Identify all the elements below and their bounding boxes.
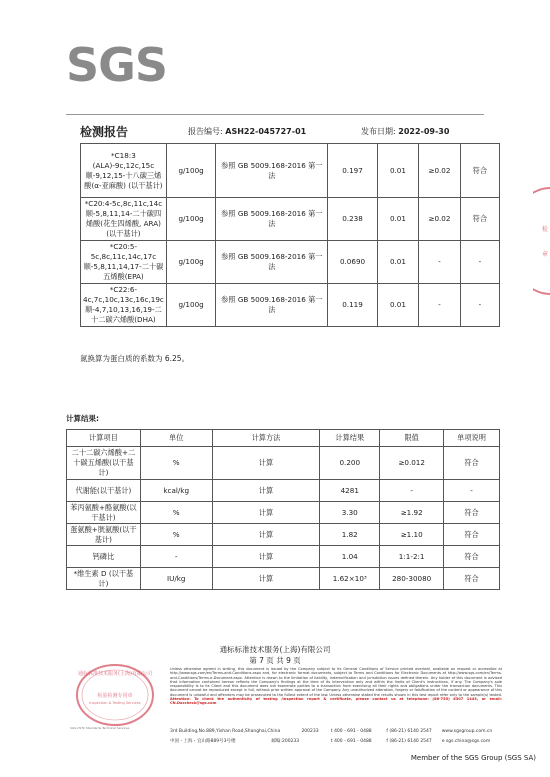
calc-method: 计算 [212, 447, 320, 480]
calc-row [67, 524, 500, 546]
calc-row [67, 568, 500, 590]
sgs-logo: SGS [66, 38, 168, 92]
calc-header-cell: 单位 [140, 430, 212, 447]
result-limit: - [419, 284, 461, 327]
member-statement: Member of the SGS Group (SGS SA) [410, 754, 536, 762]
result-method: 参照 GB 5009.168-2016 第一法 [216, 198, 328, 241]
svg-text:SGS-CSTC Standards Technical S: SGS-CSTC Standards Technical Services [70, 726, 130, 730]
calc-item: 苯丙氨酸+酪氨酸(以干基计) [67, 502, 141, 524]
zip-en: 200233 [301, 729, 319, 734]
email: e sgs.china@sgs.com [441, 739, 491, 744]
calc-verdict: 符合 [444, 546, 500, 568]
address-en: 3rd Building,No.889,Yishan Road,Shanghai,China [170, 729, 281, 734]
fax-en: f (86-21) 6140 2547 [386, 729, 432, 734]
result-unit: g/100g [166, 241, 215, 284]
calc-method: 计算 [212, 524, 320, 546]
result-value: 0.0690 [328, 241, 377, 284]
seal-stamp [66, 661, 164, 733]
calc-header-cell: 计算项目 [67, 430, 141, 447]
calc-item: 代谢能(以干基计) [67, 480, 141, 502]
calc-result: 0.200 [320, 447, 380, 480]
report-title: 检测报告 [80, 125, 129, 139]
calc-item: 蛋氨酸+胱氨酸(以干基计) [67, 524, 141, 546]
calc-row [67, 447, 500, 480]
result-limit: - [419, 241, 461, 284]
result-row [81, 198, 500, 241]
calc-unit: - [140, 546, 212, 568]
issue-date [361, 126, 449, 137]
svg-text:检验检测专用章: 检验检测专用章 [97, 693, 133, 699]
calc-result: 1.62×10³ [320, 568, 380, 590]
calc-unit: kcal/kg [140, 480, 212, 502]
address-cn-line [170, 738, 502, 744]
authenticity-notice: Attention: To check the authenticity of testing /inspection report & certificate, please contact us at telephone: (86-755) 8307 1443, or email: CN.Doccheck@sgs.com [170, 697, 502, 706]
report-number-label: 报告编号: [188, 127, 223, 136]
calc-table [66, 429, 500, 590]
calc-header-cell: 限值 [380, 430, 444, 447]
calc-row [67, 480, 500, 502]
result-row [81, 284, 500, 327]
side-seal-stamp [533, 186, 550, 296]
result-mdl: 0.01 [377, 241, 418, 284]
calc-method: 计算 [212, 568, 320, 590]
address-en-line [170, 729, 502, 734]
calc-row [67, 502, 500, 524]
result-value: 0.197 [328, 144, 377, 198]
calc-result: 1.82 [320, 524, 380, 546]
result-value: 0.238 [328, 198, 377, 241]
result-value: 0.119 [328, 284, 377, 327]
result-method: 参照 GB 5009.168-2016 第一法 [216, 284, 328, 327]
result-method: 参照 GB 5009.168-2016 第一法 [216, 241, 328, 284]
result-verdict: - [460, 284, 499, 327]
result-verdict: 符合 [460, 144, 499, 198]
result-item: *C20:5-5c,8c,11c,14c,17c 顺-5,8,11,14,17-二十碳五烯酸(EPA) [81, 241, 167, 284]
calc-limit: ≥1.10 [380, 524, 444, 546]
protein-note: 氮换算为蛋白质的系数为 6.25。 [80, 354, 190, 363]
calc-unit: % [140, 502, 212, 524]
calc-title: 计算结果: [66, 414, 99, 423]
svg-text:检: 检 [542, 226, 549, 233]
result-mdl: 0.01 [377, 144, 418, 198]
calc-verdict: 符合 [444, 568, 500, 590]
result-verdict: - [460, 241, 499, 284]
result-item: *C22:6-4c,7c,10c,13c,16c,19c 顺-4,7,10,13,16,19-二十二碳六烯酸(DHA) [81, 284, 167, 327]
result-unit: g/100g [166, 198, 215, 241]
result-method: 参照 GB 5009.168-2016 第一法 [216, 144, 328, 198]
calc-verdict: 符合 [444, 447, 500, 480]
calc-limit: 280-30080 [380, 568, 444, 590]
calc-row [67, 546, 500, 568]
issue-date-label: 发布日期: [361, 127, 396, 136]
address-cn: 中国・上海・宜山路889号3号楼 [170, 739, 236, 744]
calc-item: 钙磷比 [67, 546, 141, 568]
calc-header-cell: 单项说明 [444, 430, 500, 447]
tel-en: t 400 - 691 - 0488 [330, 729, 372, 734]
svg-text:Inspection & Testing Services: Inspection & Testing Services [89, 701, 141, 705]
calc-unit: IU/kg [140, 568, 212, 590]
result-mdl: 0.01 [377, 284, 418, 327]
result-unit: g/100g [166, 284, 215, 327]
issue-date-value: 2022-09-30 [398, 127, 450, 136]
report-number [188, 126, 306, 137]
result-unit: g/100g [166, 144, 215, 198]
calc-method: 计算 [212, 546, 320, 568]
website: www.sgsgroup.com.cn [441, 729, 493, 734]
calc-result: 1.04 [320, 546, 380, 568]
calc-limit: ≥1.92 [380, 502, 444, 524]
legal-text: Unless otherwise agreed in writing, this document is issued by the Company subject to its General Conditions of Service printed overleaf, available on request or accessible at http://www.sgs.com/en/Terms-and-Conditions.aspx and, for electronic format documents, subject to Terms and Conditions for Electronic Documents at http://www.sgs.com/en/Terms-and-Conditions/Terms-e-Document.aspx. Attention is drawn to the limitation of liability, indemnification and jurisdiction issues defined therein. Any holder of this document is advised that information contained hereon reflects the Company's findings at the time of its intervention only and within the limits of Client's instructions, if any. The Company's sole responsibility is to its Client and this document does not exonerate parties to a transaction from exercising all their rights and obligations under the transaction documents. This document cannot be reproduced except in full, without prior written approval of the Company. Any unauthorized alteration, forgery or falsification of the content or appearance of this document is unlawful and offenders may be prosecuted to the fullest extent of the law. Unless otherwise stated the results shown in this test report refer only to the sample(s) tested. [170, 667, 502, 697]
results-table [80, 143, 500, 327]
calc-result: 4281 [320, 480, 380, 502]
calc-result: 3.30 [320, 502, 380, 524]
svg-text:通标标准技术服务(上海)有限公司: 通标标准技术服务(上海)有限公司 [78, 671, 152, 677]
zip-cn: 邮编:200233 [271, 739, 300, 744]
calc-unit: % [140, 524, 212, 546]
result-mdl: 0.01 [377, 198, 418, 241]
calc-verdict: 符合 [444, 524, 500, 546]
calc-unit: % [140, 447, 212, 480]
footer-page: 第 7 页 共 9 页 [249, 656, 301, 665]
footer-company: 通标标准技术服务(上海)有限公司 [219, 645, 331, 654]
calc-verdict: 符合 [444, 502, 500, 524]
svg-text:章: 章 [542, 251, 549, 258]
result-row [81, 241, 500, 284]
legal-disclaimer [170, 667, 502, 706]
result-limit: ≥0.02 [419, 198, 461, 241]
calc-limit: ≥0.012 [380, 447, 444, 480]
result-verdict: 符合 [460, 198, 499, 241]
calc-method: 计算 [212, 502, 320, 524]
header-rule [66, 114, 484, 115]
calc-verdict: - [444, 480, 500, 502]
report-number-value: ASH22-045727-01 [225, 127, 307, 136]
calc-header-cell: 计算结果 [320, 430, 380, 447]
calc-item: 二十二碳六烯酸+二十碳五烯酸(以干基计) [67, 447, 141, 480]
calc-header-cell: 计算方法 [212, 430, 320, 447]
tel-cn: t 400 - 691 - 0488 [330, 739, 372, 744]
result-item: *C18:3 (ALA)-9c,12c,15c 顺-9,12,15-十八碳三烯酸(α-亚麻酸) (以干基计) [81, 144, 167, 198]
calc-item: *维生素 D (以干基计) [67, 568, 141, 590]
result-row [81, 144, 500, 198]
fax-cn: f (86-21) 6140 2547 [386, 739, 432, 744]
calc-limit: 1:1-2:1 [380, 546, 444, 568]
result-limit: ≥0.02 [419, 144, 461, 198]
result-item: *C20:4-5c,8c,11c,14c 顺-5,8,11,14-二十碳四烯酸(花生四烯酸, ARA) (以干基计) [81, 198, 167, 241]
calc-limit: - [380, 480, 444, 502]
calc-method: 计算 [212, 480, 320, 502]
